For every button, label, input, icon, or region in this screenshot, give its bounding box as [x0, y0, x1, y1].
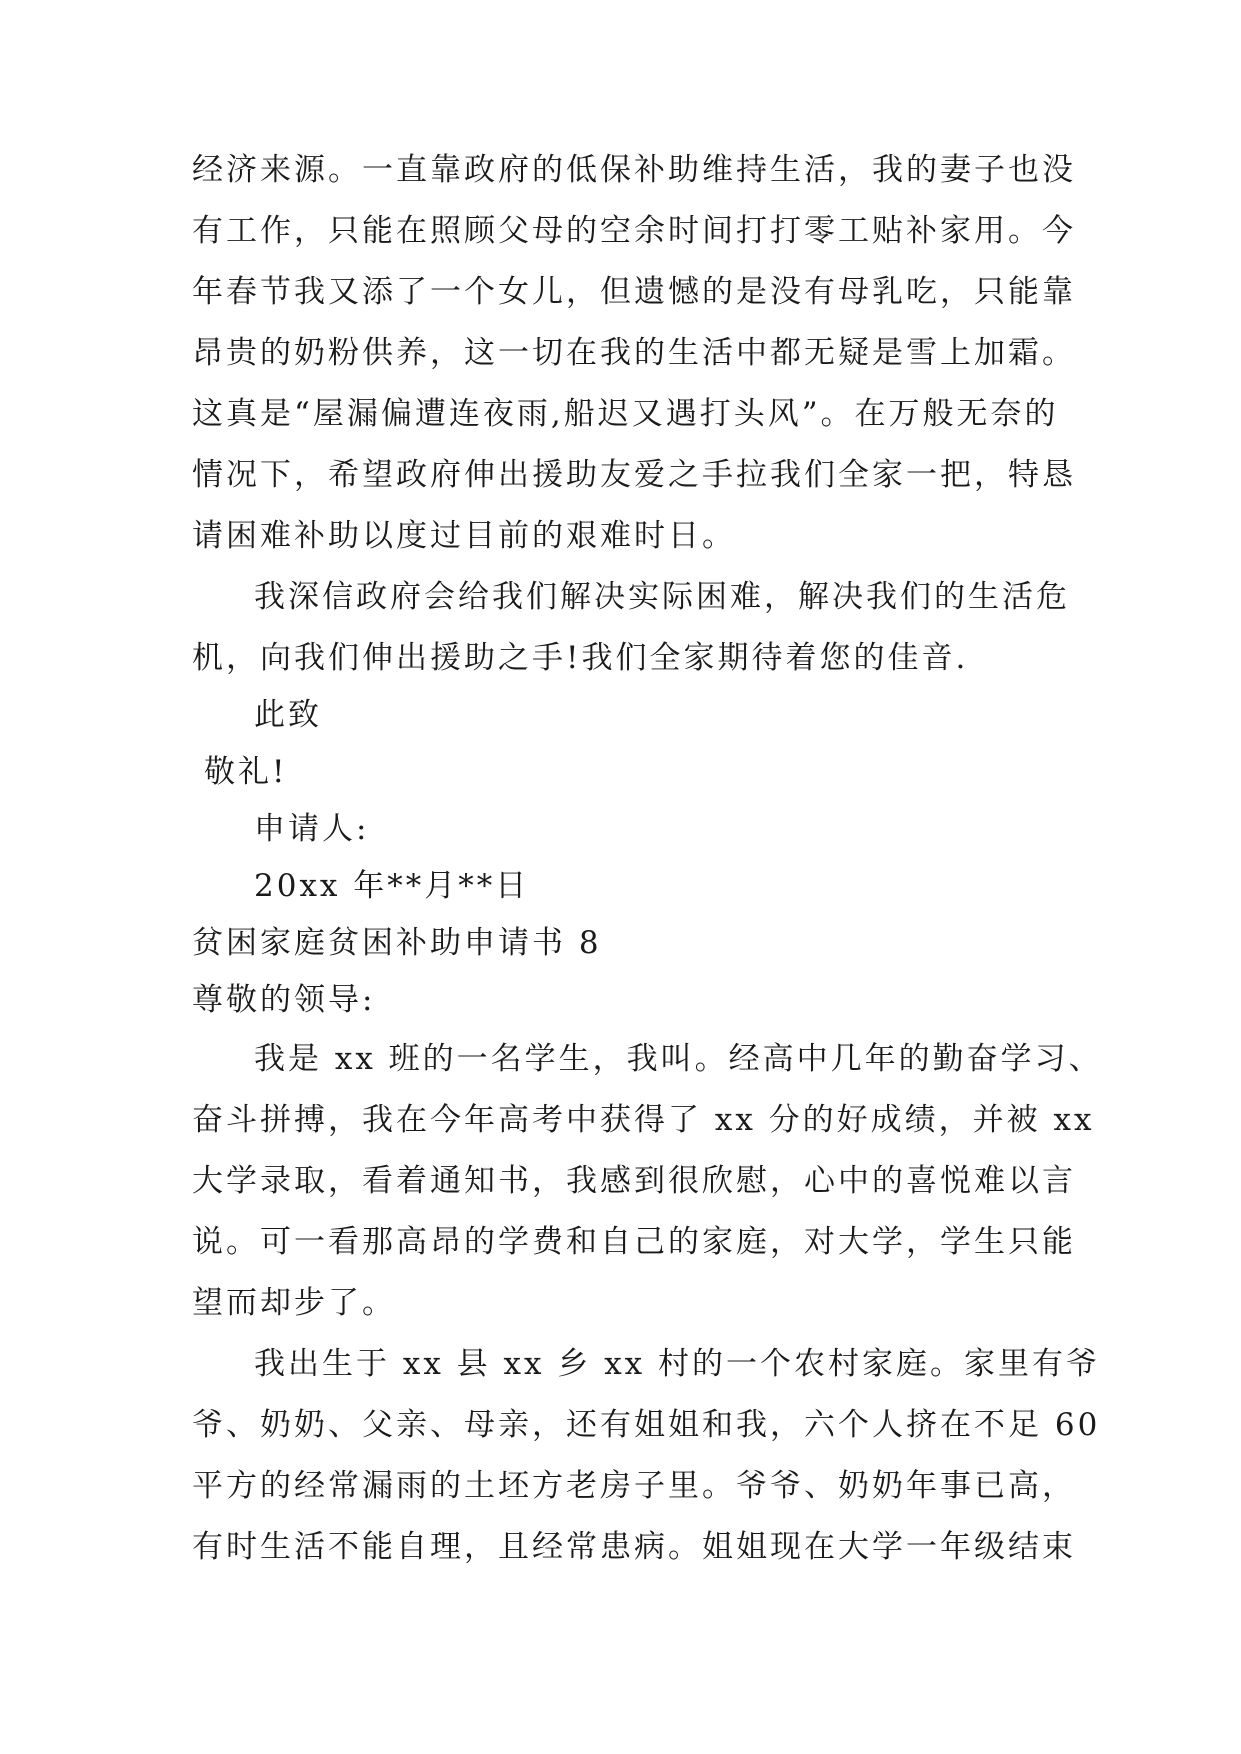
- paragraph-4-line: 我出生于 xx 县 xx 乡 xx 村的一个农村家庭。家里有爷: [254, 1346, 1101, 1382]
- date-text: 20xx 年**月**日: [254, 868, 530, 904]
- paragraph-1-line: 有工作，只能在照顾父母的空余时间打打零工贴补家用。今: [192, 213, 1076, 249]
- paragraph-1-line: 昂贵的奶粉供养，这一切在我的生活中都无疑是雪上加霜。: [192, 335, 1076, 371]
- closing-text: 此致: [254, 697, 322, 733]
- salute-text: 敬礼!: [204, 754, 288, 790]
- paragraph-3-line: 大学录取，看着通知书，我感到很欣慰，心中的喜悦难以言: [192, 1163, 1076, 1199]
- paragraph-2-line: 我深信政府会给我们解决实际困难，解决我们的生活危: [254, 579, 1070, 615]
- paragraph-3-line: 说。可一看那高昂的学费和自己的家庭，对大学，学生只能: [192, 1224, 1076, 1260]
- greeting-text: 尊敬的领导:: [192, 982, 376, 1018]
- paragraph-3-line: 奋斗拼搏，我在今年高考中获得了 xx 分的好成绩，并被 xx: [192, 1102, 1095, 1138]
- paragraph-2-line: 机，向我们伸出援助之手!我们全家期待着您的佳音.: [192, 640, 969, 676]
- paragraph-1-line: 这真是“屋漏偏遭连夜雨,船迟又遇打头风”。在万般无奈的: [192, 396, 1059, 432]
- applicant-label: 申请人:: [254, 811, 370, 847]
- paragraph-4-line: 爷、奶奶、父亲、母亲，还有姐姐和我，六个人挤在不足 60: [192, 1407, 1101, 1443]
- paragraph-1-line: 年春节我又添了一个女儿，但遗憾的是没有母乳吃，只能靠: [192, 274, 1076, 310]
- paragraph-1-line: 请困难补助以度过目前的艰难时日。: [192, 518, 736, 554]
- paragraph-1-line: 情况下，希望政府伸出援助友爱之手拉我们全家一把，特恳: [192, 457, 1076, 493]
- paragraph-1-line: 经济来源。一直靠政府的低保补助维持生活，我的妻子也没: [192, 152, 1076, 188]
- paragraph-4-line: 平方的经常漏雨的土坯方老房子里。爷爷、奶奶年事已高，: [192, 1468, 1076, 1504]
- section-title: 贫困家庭贫困补助申请书 8: [192, 925, 602, 961]
- paragraph-3-line: 望而却步了。: [192, 1285, 396, 1321]
- paragraph-3-line: 我是 xx 班的一名学生，我叫。经高中几年的勤奋学习、: [254, 1041, 1103, 1077]
- paragraph-4-line: 有时生活不能自理，且经常患病。姐姐现在大学一年级结束: [192, 1529, 1076, 1565]
